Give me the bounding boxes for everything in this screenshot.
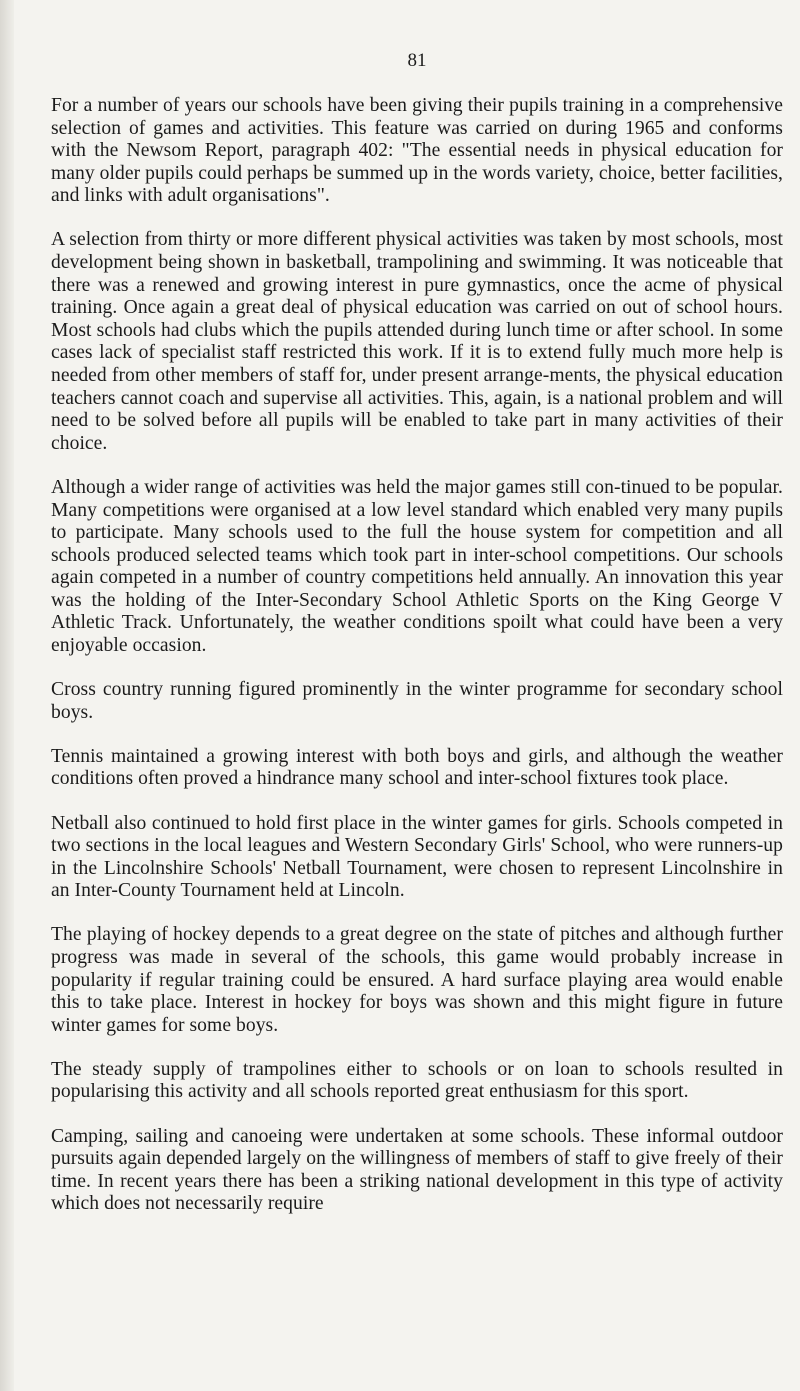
paragraph-major-games: Although a wider range of activities was held the major games still con-tinued to be popular. Many competitions were organised at a low level standard which enabled very many pupils to participate. Many schools used to the full the house system for competition and all schools produced selected teams which took part in inter-school competitions. Our schools again competed in a number of country competitions held annually. An innovation this year was the holding of the Inter-Secondary School Athletic Sports on the King George V Athletic Track. Unfortunately, the weather conditions spoilt what could have been a very enjoyable occasion. [51,476,783,657]
paragraph-hockey: The playing of hockey depends to a great degree on the state of pitches and although further progress was made in several of the schools, this game would probably increase in popularity if regular training could be ensured. A hard surface playing area would enable this to take place. Interest in hockey for boys was shown and this might figure in future winter games for some boys. [51,924,783,1036]
scan-shadow-edge [0,0,14,1391]
paragraph-tennis: Tennis maintained a growing interest with both boys and girls, and although the weather conditions often proved a hindrance many school and inter-school fixtures took place. [51,745,783,790]
paragraph-cross-country: Cross country running figured prominently in the winter programme for secondary school boys. [51,679,783,723]
document-page [51,0,783,1237]
paragraph-outdoor-pursuits: Camping, sailing and canoeing were undertaken at some schools. These informal outdoor pursuits again depended largely on the willingness of members of staff to give freely of their time. In recent years there has been a striking national development in this type of activity which does not necessarily require [51,1125,783,1215]
paragraph-physical-activities: A selection from thirty or more different physical activities was taken by most schools, most development being shown in basketball, trampolining and swimming. It was noticeable that there was a renewed and growing interest in pure gymnastics, once the acme of physical training. Once again a great deal of physical education was carried on out of school hours. Most schools had clubs which the pupils attended during lunch time or after school. In some cases lack of specialist staff restricted this work. If it is to extend fully much more help is needed from other members of staff for, under present arrange-ments, the physical education teachers cannot coach and supervise all activities. This, again, is a national problem and will need to be solved before all pupils will be enabled to take part in many activities of their choice. [51,229,783,454]
paragraph-newsom-report: For a number of years our schools have been giving their pupils training in a comprehensive selection of games and activities. This feature was carried on during 1965 and conforms with the Newsom Report, paragraph 402: "The essential needs in physical education for many older pupils could perhaps be summed up in the words variety, choice, better facilities, and links with adult organisations". [51,95,783,207]
paragraph-trampolines: The steady supply of trampolines either to schools or on loan to schools resulted in popularising this activity and all schools reported great enthusiasm for this sport. [51,1058,783,1103]
page-number: 81 [407,50,427,71]
paragraph-netball: Netball also continued to hold first place in the winter games for girls. Schools competed in two sections in the local leagues and Western Secondary Girls' School, who were runners-up in the Lincolnshire Schools' Netball Tournament, were chosen to represent Lincolnshire in an Inter-County Tournament held at Lincoln. [51,812,783,902]
